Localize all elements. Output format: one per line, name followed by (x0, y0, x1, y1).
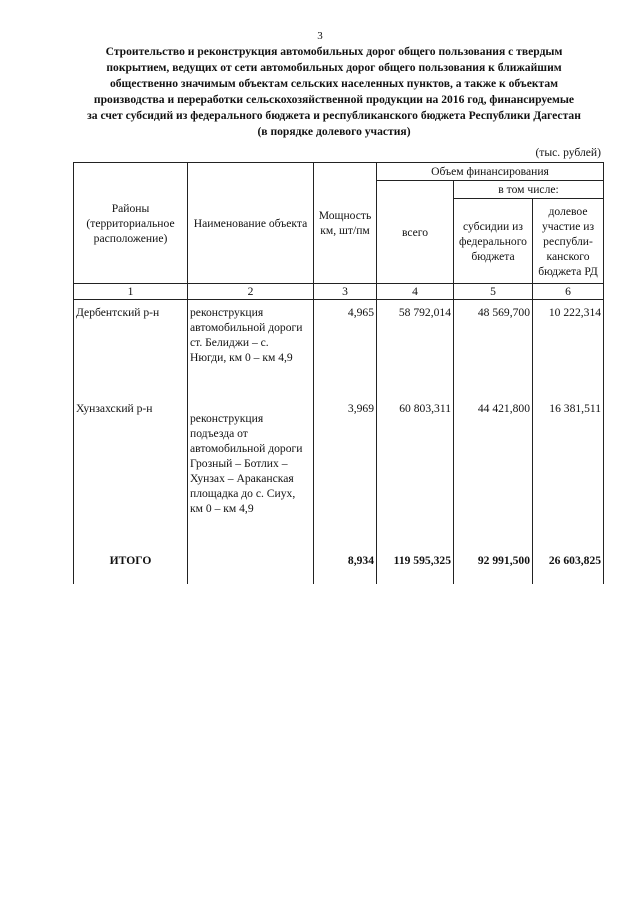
empty-cell (188, 546, 314, 574)
header-object: Наименование объекта (188, 163, 314, 284)
republic-cell: 16 381,511 (533, 401, 604, 546)
total-cell: 58 792,014 (377, 300, 454, 402)
column-number: 1 (74, 284, 188, 300)
document-title (64, 44, 604, 140)
federal-cell: 48 569,700 (454, 300, 533, 402)
title-line: покрытием, ведущих от сети автомобильных дорог общего пользования к ближайшим (106, 61, 562, 74)
header-republic: долевое участие из республи- канского бюджета РД (533, 199, 604, 284)
header-federal: субсидии из федерального бюджета (454, 199, 533, 284)
capacity-cell: 3,969 (314, 401, 377, 546)
table-row (74, 401, 604, 546)
column-number: 3 (314, 284, 377, 300)
totals-republic: 26 603,825 (533, 546, 604, 574)
column-numbers-row (74, 284, 604, 300)
totals-row (74, 546, 604, 574)
table-row (74, 300, 604, 402)
totals-label: ИТОГО (74, 546, 188, 574)
column-number: 6 (533, 284, 604, 300)
totals-total: 119 595,325 (377, 546, 454, 574)
column-number: 2 (188, 284, 314, 300)
title-line: (в порядке долевого участия) (257, 125, 411, 138)
header-capacity: Мощность км, шт/пм (314, 163, 377, 284)
table-bottom-spacer (74, 574, 604, 584)
capacity-cell: 4,965 (314, 300, 377, 402)
funding-table (73, 162, 604, 584)
total-cell: 60 803,311 (377, 401, 454, 546)
totals-capacity: 8,934 (314, 546, 377, 574)
header-including: в том числе: (454, 181, 604, 199)
title-line: производства и переработки сельскохозяйственной продукции на 2016 год, финансируемые (93, 93, 575, 106)
column-number: 4 (377, 284, 454, 300)
district-cell: Хунзахский р-н (74, 401, 188, 546)
title-line: Строительство и реконструкция автомобильных дорог общего пользования с твердым (105, 45, 563, 58)
object-cell: реконструкция автомобильной дороги ст. Белиджи – с. Нюгди, км 0 – км 4,9 (188, 300, 314, 402)
units-label: (тыс. рублей) (535, 146, 601, 159)
header-district: Районы (территориальное расположение) (74, 163, 188, 284)
totals-federal: 92 991,500 (454, 546, 533, 574)
republic-cell: 10 222,314 (533, 300, 604, 402)
page-number: 3 (317, 30, 323, 42)
header-funding: Объем финансирования (377, 163, 604, 181)
object-cell: реконструкция подъезда от автомобильной дороги Грозный – Ботлих – Хунзах – Араканская площадка до с. Сиух, км 0 – км 4,9 (188, 401, 314, 546)
header-total: всего (377, 181, 454, 284)
title-line: за счет субсидий из федерального бюджета и республиканского бюджета Республики Дагестан (87, 109, 581, 122)
federal-cell: 44 421,800 (454, 401, 533, 546)
district-cell: Дербентский р-н (74, 300, 188, 402)
title-line: общественно значимым объектам сельских населенных пунктов, а также к объектам (109, 77, 559, 90)
column-number: 5 (454, 284, 533, 300)
